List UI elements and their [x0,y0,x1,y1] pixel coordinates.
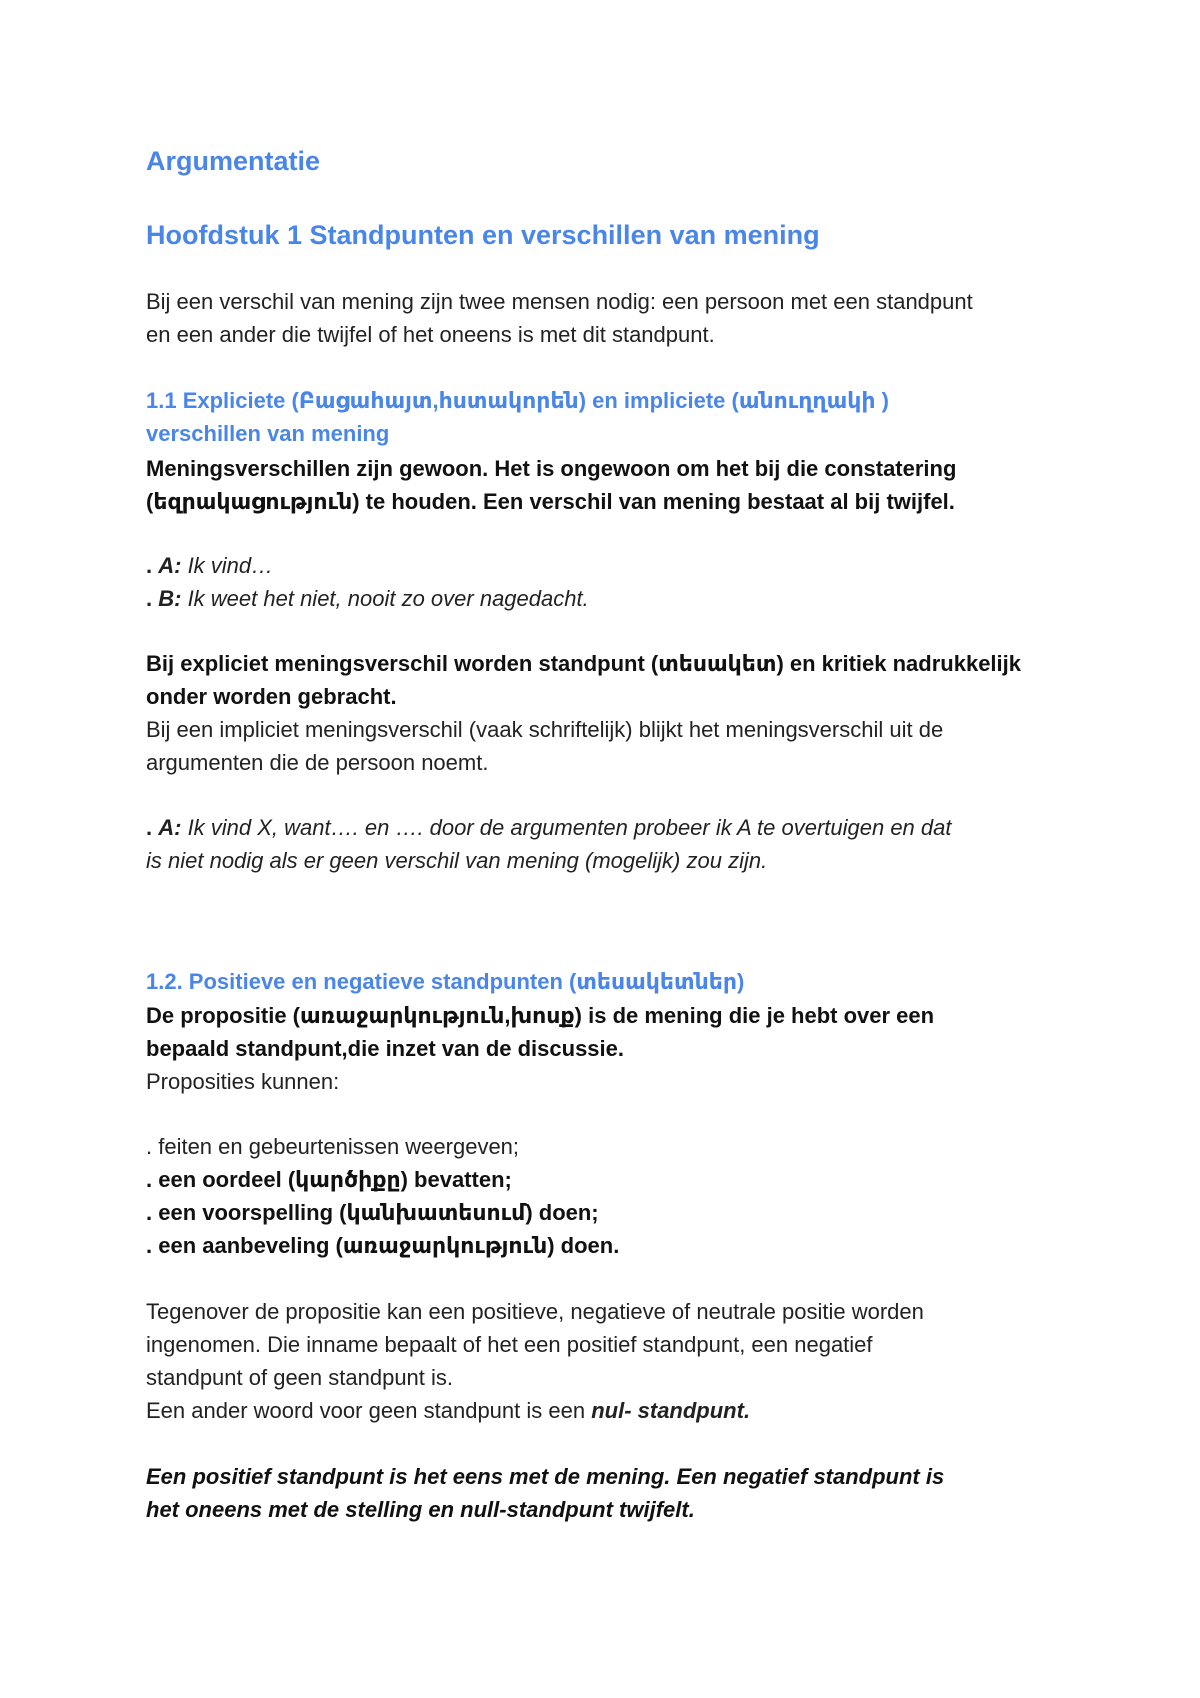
null-standpoint-line: Een ander woord voor geen standpunt is een nul- standpunt. [146,1398,751,1423]
section-2-bold-line: De propositie (առաջարկություն,խոսք) is de mening die je hebt over een [146,1003,935,1028]
section-1-heading-line: verschillen van mening [146,421,390,446]
explicit-paragraph [146,647,1076,713]
section-1-heading [146,384,1076,450]
dialog-line: . A: Ik vind… [146,553,274,578]
section-2-bold-paragraph [146,999,1076,1065]
document-title: Argumentatie [146,146,321,176]
closing-line: het oneens met de stelling en null-standpunt twijfelt. [146,1497,695,1522]
list-item: . een voorspelling (կանխատեսում) doen; [146,1200,599,1225]
dialog-line: is niet nodig als er geen verschil van mening (mogelijk) zou zijn. [146,848,768,873]
implicit-paragraph [146,713,1076,779]
section-1-heading-line: 1.1 Expliciete (Բացահայտ,հստակորեն) en impliciete (անուղղակի ) [146,388,889,413]
implicit-line: argumenten die de persoon noemt. [146,750,489,775]
closing-paragraph [146,1460,1076,1526]
implicit-line: Bij een impliciet meningsverschil (vaak schriftelijk) blijkt het meningsverschil uit de [146,717,944,742]
section-1-bold-line: (եզրակացություն) te houden. Een verschil van mening bestaat al bij twijfel. [146,489,955,514]
closing-line: Een positief standpunt is het eens met de mening. Een negatief standpunt is [146,1464,945,1489]
section-1-bold-paragraph [146,452,1076,518]
dialog-example-1 [146,549,1076,615]
section-1-bold-line: Meningsverschillen zijn gewoon. Het is ongewoon om het bij die constatering [146,456,957,481]
propositions-label: Proposities kunnen: [146,1069,340,1094]
intro-line: Bij een verschil van mening zijn twee mensen nodig: een persoon met een standpunt [146,289,973,314]
position-line: ingenomen. Die inname bepaalt of het een positief standpunt, een negatief [146,1332,873,1357]
dialog-line: . A: Ik vind X, want…. en …. door de argumenten probeer ik A te overtuigen en dat [146,815,952,840]
speaker-label: A: [158,553,182,578]
dialog-example-2 [146,811,1076,877]
explicit-line: onder worden gebracht. [146,684,397,709]
list-item: . een oordeel (կարծիքը) bevatten; [146,1167,512,1192]
list-item: . feiten en gebeurtenissen weergeven; [146,1134,520,1159]
list-item: . een aanbeveling (առաջարկություն) doen. [146,1233,620,1258]
intro-paragraph [146,285,1076,351]
chapter-heading: Hoofdstuk 1 Standpunten en verschillen van mening [146,220,820,250]
position-paragraph [146,1295,1076,1427]
speaker-label: B: [158,586,182,611]
intro-line: en een ander die twijfel of het oneens is met dit standpunt. [146,322,715,347]
speaker-label: A: [158,815,182,840]
position-line: standpunt of geen standpunt is. [146,1365,454,1390]
position-line: Tegenover de propositie kan een positieve, negatieve of neutrale positie worden [146,1299,924,1324]
explicit-line: Bij expliciet meningsverschil worden standpunt (տեսակետ) en kritiek nadrukkelijk [146,651,1022,676]
propositions-list [146,1130,1076,1262]
null-standpoint-term: nul- standpunt. [591,1398,751,1423]
section-2-bold-line: bepaald standpunt,die inzet van de discussie. [146,1036,624,1061]
dialog-line: . B: Ik weet het niet, nooit zo over nagedacht. [146,586,589,611]
section-2-heading: 1.2. Positieve en negatieve standpunten (տեսակետներ) [146,969,745,994]
